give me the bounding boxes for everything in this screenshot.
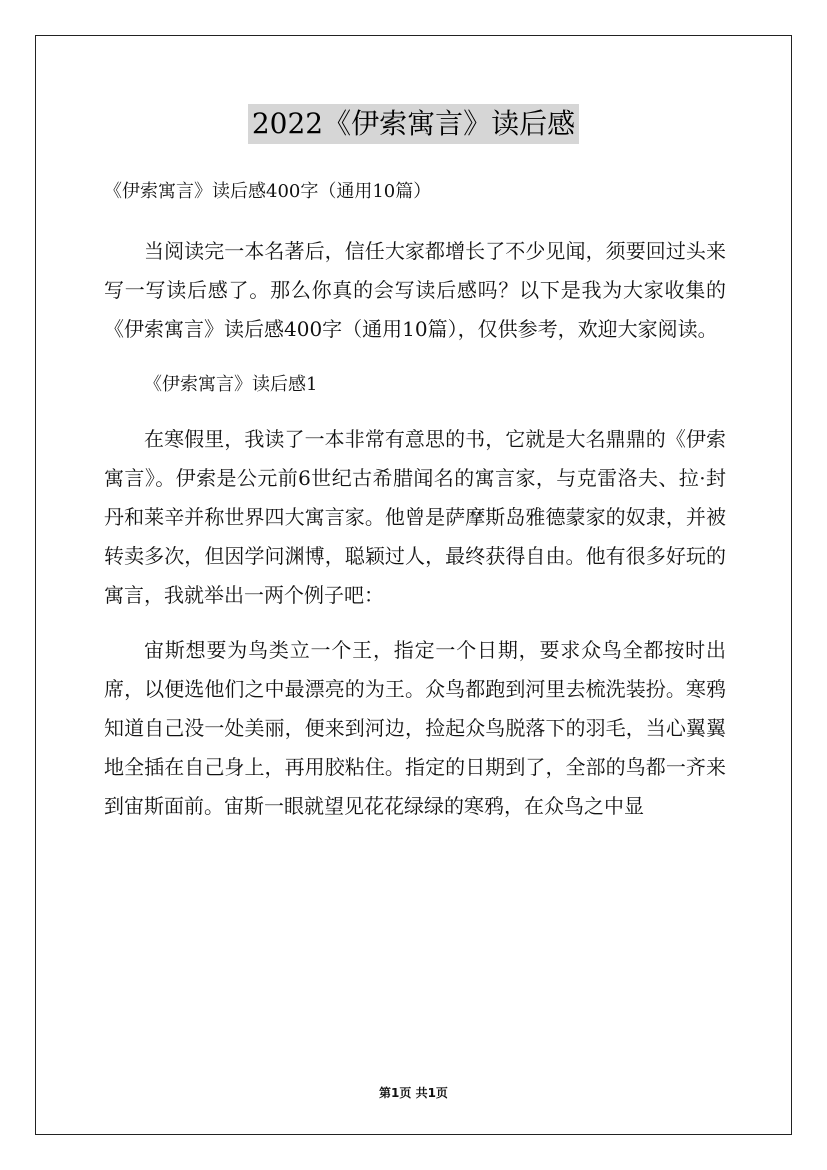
intro-paragraph: 当阅读完一本名著后，信任大家都增长了不少见闻，须要回过头来写一写读后感了。那么你真的会写读后感吗？以下是我为大家收集的《伊索寓言》读后感400字（通用10篇），仅供参考，欢迎大家阅读。	[104, 239, 726, 341]
document-subtitle: 《伊索寓言》读后感400字（通用10篇）	[104, 181, 432, 202]
document-title: 2022《伊索寓言》读后感	[248, 104, 579, 144]
body-paragraph: 宙斯想要为鸟类立一个王，指定一个日期，要求众鸟全都按时出席，以便选他们之中最漂亮的为王。众鸟都跑到河里去梳洗装扮。寒鸦知道自己没一处美丽，便来到河边，捡起众鸟脱落下的羽毛，当心翼翼地全插在自己身上，再用胶粘住。指定的日期到了，全部的鸟都一齐来到宙斯面前。宙斯一眼就望见花花绿绿的寒鸦，在众鸟之中显	[104, 638, 726, 818]
section-heading: 《伊索寓言》读后感1	[144, 374, 318, 395]
page-footer: 第1页 共1页	[379, 1086, 448, 1100]
document-body	[104, 232, 726, 842]
title-wrapper	[0, 104, 827, 144]
body-paragraph: 在寒假里，我读了一本非常有意思的书，它就是大名鼎鼎的《伊索寓言》。伊索是公元前6世纪古希腊闻名的寓言家，与克雷洛夫、拉·封丹和莱辛并称世界四大寓言家。他曾是萨摩斯岛雅德蒙家的奴隶，并被转卖多次，但因学问渊博，聪颖过人，最终获得自由。他有很多好玩的寓言，我就举出一两个例子吧：	[104, 427, 726, 607]
